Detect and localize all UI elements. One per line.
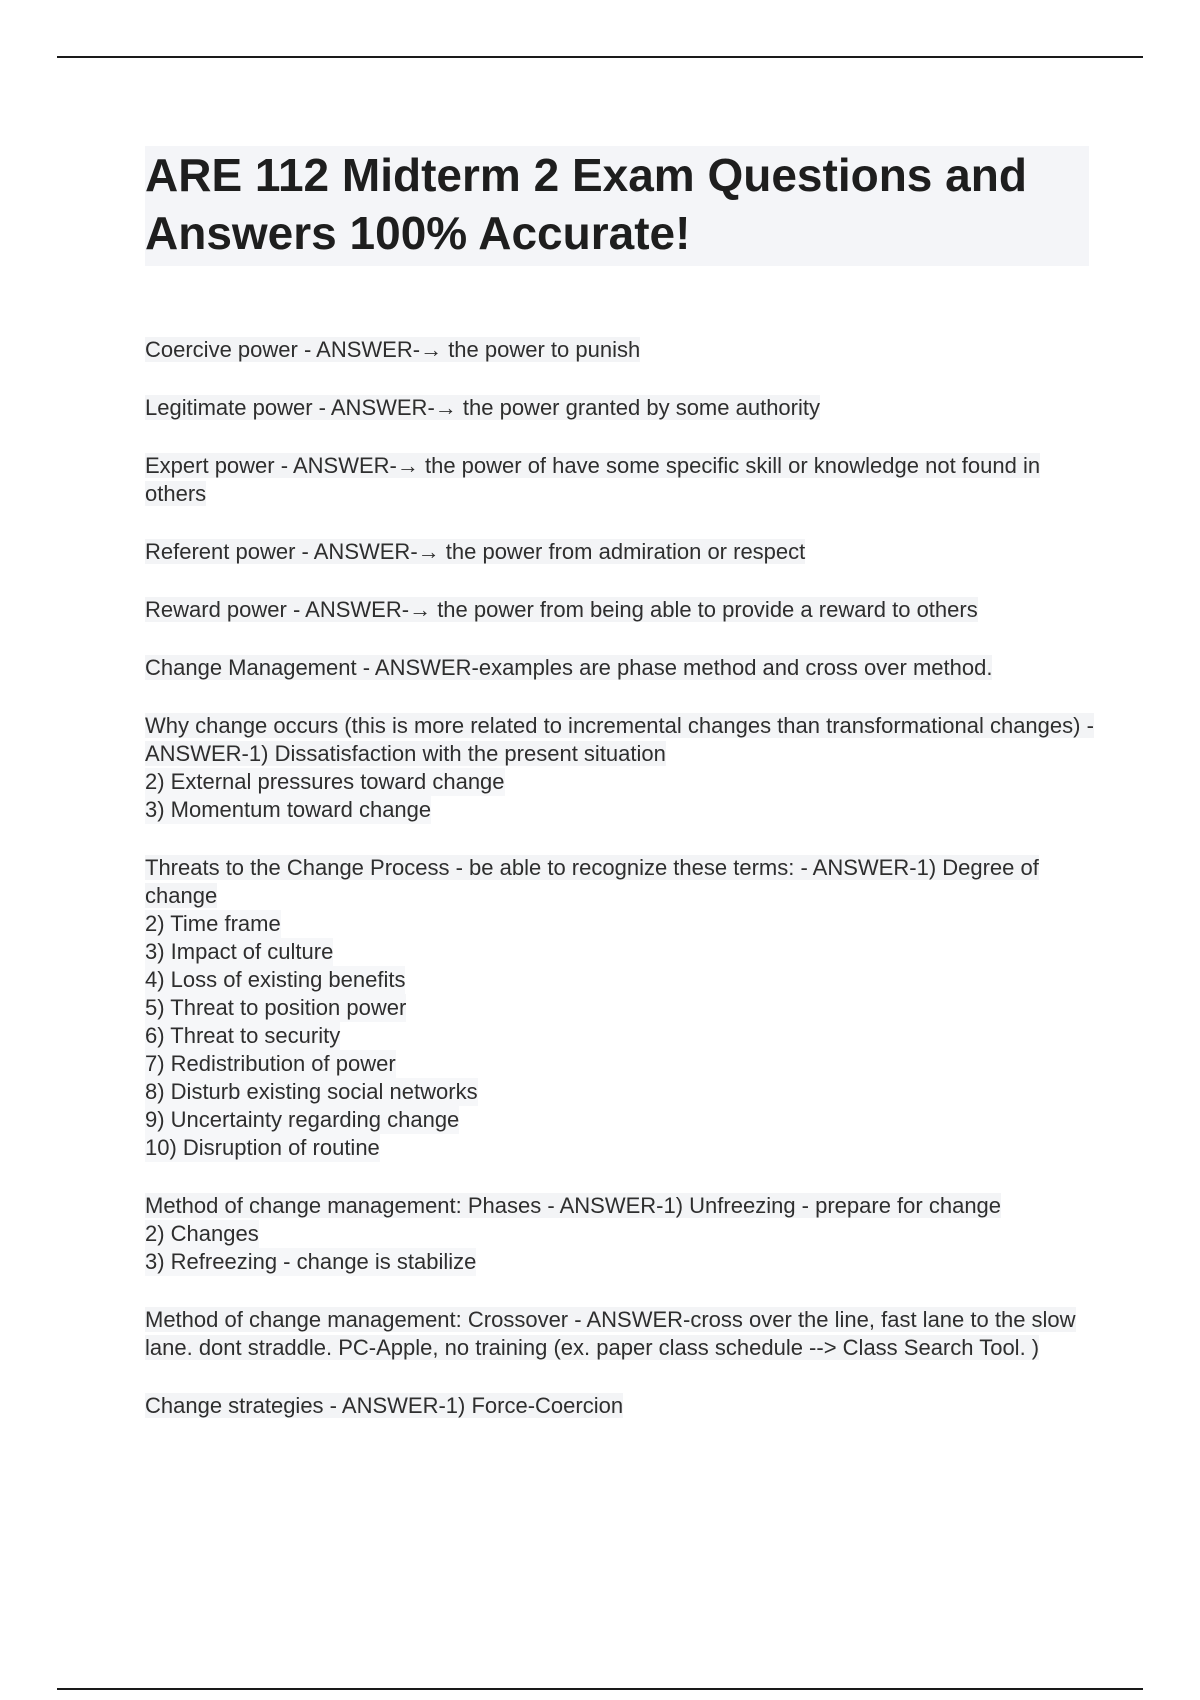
qa-text (145, 713, 1094, 766)
answer-text: 1) Degree of change (145, 855, 1039, 908)
title-block (145, 146, 1089, 266)
qa-entry (145, 854, 1095, 1162)
qa-first-line (145, 394, 1095, 422)
answer-list-item: 7) Redistribution of power (145, 1051, 396, 1076)
question-text: Method of change management: Phases (145, 1193, 542, 1218)
answer-separator: - ANSWER- (274, 453, 397, 478)
answer-text: → the power granted by some authority (434, 395, 820, 420)
answer-list-item: 4) Loss of existing benefits (145, 967, 406, 992)
answer-text: 1) Dissatisfaction with the present situation (248, 741, 666, 766)
question-text: Reward power (145, 597, 287, 622)
answer-list-item: 9) Uncertainty regarding change (145, 1107, 460, 1132)
qa-first-line (145, 596, 1095, 624)
answer-list-item: 10) Disruption of routine (145, 1135, 380, 1160)
qa-first-line (145, 654, 1095, 682)
qa-first-line (145, 336, 1095, 364)
qa-text (145, 655, 992, 680)
qa-text (145, 1193, 1001, 1218)
answer-separator: - ANSWER- (356, 655, 479, 680)
answer-list-item: 2) Changes (145, 1221, 259, 1246)
question-text: Change Management (145, 655, 357, 680)
qa-entry (145, 336, 1095, 364)
answer-text: → the power from being able to provide a reward to others (409, 597, 978, 622)
answer-separator: - ANSWER- (794, 855, 917, 880)
qa-text (145, 395, 820, 420)
answer-separator: - ANSWER- (323, 1393, 446, 1418)
answer-separator: - ANSWER- (312, 395, 435, 420)
answer-list (145, 1220, 1095, 1276)
answer-separator: - ANSWER- (295, 539, 418, 564)
answer-text: examples are phase method and cross over method. (478, 655, 993, 680)
answer-list-item: 5) Threat to position power (145, 995, 407, 1020)
qa-entry (145, 538, 1095, 566)
answer-list-item: 3) Momentum toward change (145, 797, 432, 822)
qa-first-line (145, 452, 1095, 508)
answer-separator: - ANSWER- (286, 597, 410, 622)
answer-text: 1) Force-Coercion (445, 1393, 624, 1418)
qa-entry (145, 654, 1095, 682)
answer-list-item: 2) External pressures toward change (145, 769, 505, 794)
qa-entry (145, 712, 1095, 824)
answer-separator: - ANSWER- (541, 1193, 664, 1218)
qa-entry (145, 1306, 1095, 1362)
top-rule (57, 56, 1143, 58)
qa-first-line (145, 1306, 1095, 1362)
answer-text: → the power of have some specific skill or knowledge not found in others (145, 453, 1041, 506)
question-text: Method of change management: Crossover (145, 1307, 569, 1332)
qa-text (145, 453, 1040, 506)
answer-list-item: 2) Time frame (145, 911, 281, 936)
qa-text (145, 597, 978, 622)
qa-text (145, 855, 1039, 908)
answer-separator: - ANSWER- (568, 1307, 691, 1332)
answer-text: cross over the line, fast lane to the slow lane. dont straddle. PC-Apple, no training (ex. paper class schedule --> Class Search Tool. ) (145, 1307, 1076, 1360)
bottom-rule (57, 1688, 1143, 1690)
question-text: Coercive power (145, 337, 298, 362)
answer-separator: - ANSWER- (145, 713, 1094, 766)
document-title: ARE 112 Midterm 2 Exam Questions and Answers 100% Accurate! (145, 149, 1027, 259)
answer-list-item: 6) Threat to security (145, 1023, 341, 1048)
answer-list-item: 3) Refreezing - change is stabilize (145, 1249, 477, 1274)
qa-first-line (145, 1192, 1095, 1220)
qa-entry (145, 1392, 1095, 1420)
answer-list-item: 8) Disturb existing social networks (145, 1079, 478, 1104)
answer-separator: - ANSWER- (297, 337, 421, 362)
qa-first-line (145, 1392, 1095, 1420)
qa-text (145, 1307, 1076, 1360)
question-text: Expert power (145, 453, 275, 478)
qa-list (145, 336, 1095, 1450)
qa-first-line (145, 854, 1095, 910)
qa-text (145, 539, 805, 564)
answer-text: → the power from admiration or respect (417, 539, 806, 564)
question-text: Change strategies (145, 1393, 324, 1418)
qa-text (145, 1393, 623, 1418)
answer-list (145, 910, 1095, 1162)
question-text: Threats to the Change Process - be able to recognize these terms: (145, 855, 795, 880)
qa-entry (145, 452, 1095, 508)
answer-list-item: 3) Impact of culture (145, 939, 334, 964)
answer-text: → the power to punish (420, 337, 641, 362)
qa-entry (145, 1192, 1095, 1276)
question-text: Why change occurs (this is more related to incremental changes than transformational changes) (145, 713, 1081, 738)
qa-text (145, 337, 640, 362)
answer-list (145, 768, 1095, 824)
qa-first-line (145, 712, 1095, 768)
qa-entry (145, 394, 1095, 422)
qa-first-line (145, 538, 1095, 566)
answer-text: 1) Unfreezing - prepare for change (663, 1193, 1002, 1218)
question-text: Referent power (145, 539, 296, 564)
qa-entry (145, 596, 1095, 624)
question-text: Legitimate power (145, 395, 313, 420)
